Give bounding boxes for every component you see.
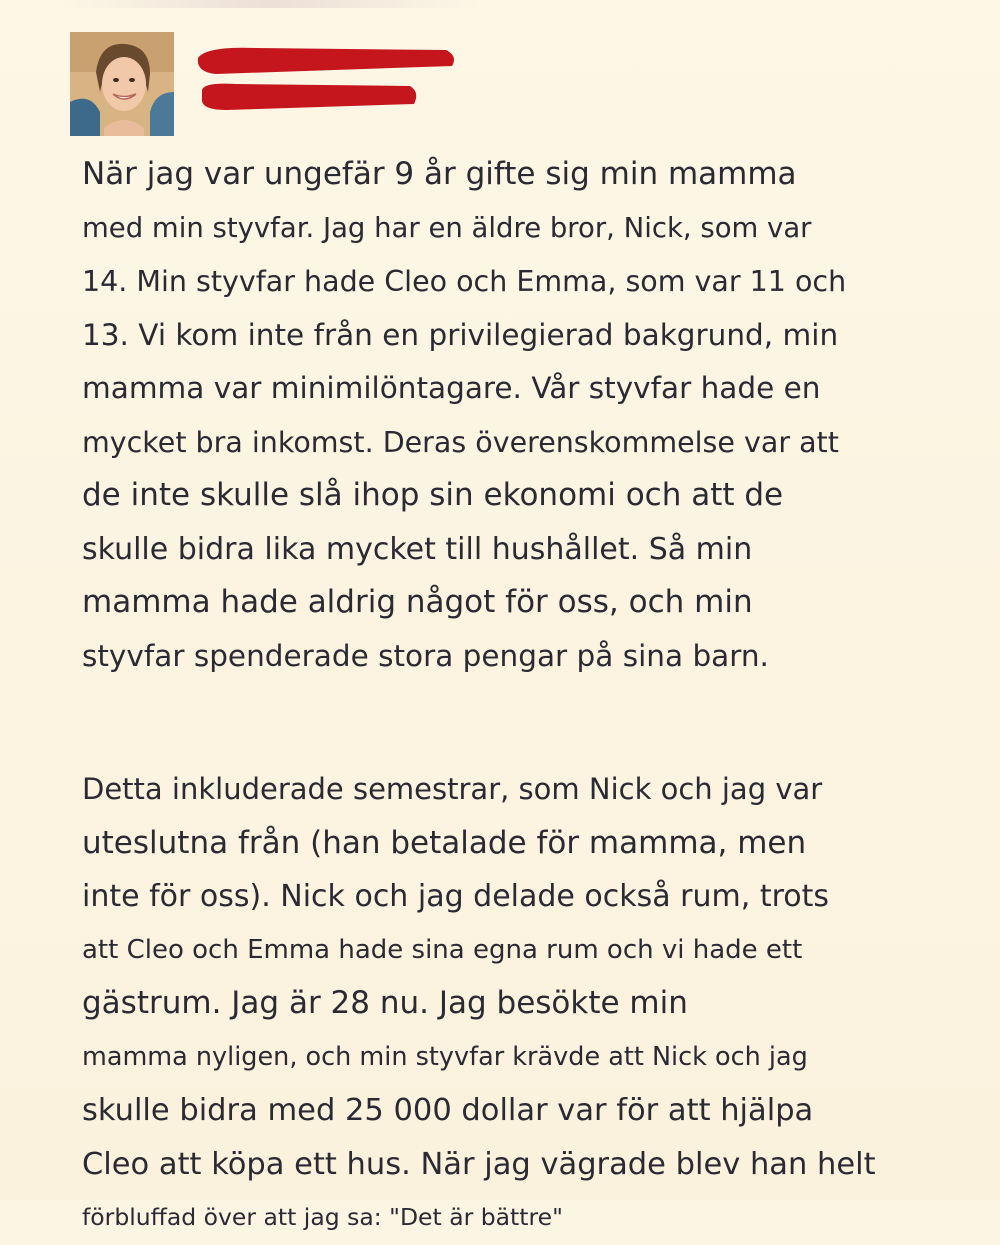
text-line: skulle bidra lika mycket till hushållet. Så min xyxy=(82,531,753,567)
text-line: skulle bidra med 25 000 dollar var för att hjälpa xyxy=(82,1093,814,1128)
text-line: 14. Min styvfar hade Cleo och Emma, som var 11 och xyxy=(82,265,847,298)
text-line: styvfar spenderade stora pengar på sina barn. xyxy=(82,638,769,673)
text-line: 13. Vi kom inte från en privilegierad bakgrund, min xyxy=(82,317,839,352)
text-line: mamma nyligen, och min styvfar krävde att Nick och jag xyxy=(82,1041,808,1072)
text-line: att Cleo och Emma hade sina egna rum och vi hade ett xyxy=(82,934,803,965)
text-line: förbluffad över att jag sa: "Det är bättre" xyxy=(82,1203,563,1231)
text-line: När jag var ungefär 9 år gifte sig min mamma xyxy=(82,156,797,192)
text-line: Detta inkluderade semestrar, som Nick och jag var xyxy=(82,772,823,806)
text-line: med min styvfar. Jag har en äldre bror, Nick, som var xyxy=(82,211,812,244)
text-line: mamma var minimilöntagare. Vår styvfar hade en xyxy=(82,371,821,405)
text-line: mamma hade aldrig något för oss, och min xyxy=(82,584,753,620)
paragraph-gap xyxy=(82,683,942,763)
redacted-username xyxy=(196,40,456,120)
text-line: mycket bra inkomst. Deras överenskommelse var att xyxy=(82,425,839,459)
paragraph-1 xyxy=(82,148,942,683)
text-line: inte för oss). Nick och jag delade också rum, trots xyxy=(82,879,830,914)
text-line: Cleo att köpa ett hus. När jag vägrade blev han helt xyxy=(82,1146,876,1182)
avatar[interactable] xyxy=(70,32,174,136)
post-body xyxy=(82,148,942,1245)
avatar-photo-icon xyxy=(70,32,174,136)
text-line: de inte skulle slå ihop sin ekonomi och att de xyxy=(82,477,784,513)
text-line: uteslutna från (han betalade för mamma, men xyxy=(82,824,807,861)
top-edge-artifact xyxy=(60,0,480,8)
paragraph-2 xyxy=(82,763,942,1245)
text-line: gästrum. Jag är 28 nu. Jag besökte min xyxy=(82,985,688,1021)
